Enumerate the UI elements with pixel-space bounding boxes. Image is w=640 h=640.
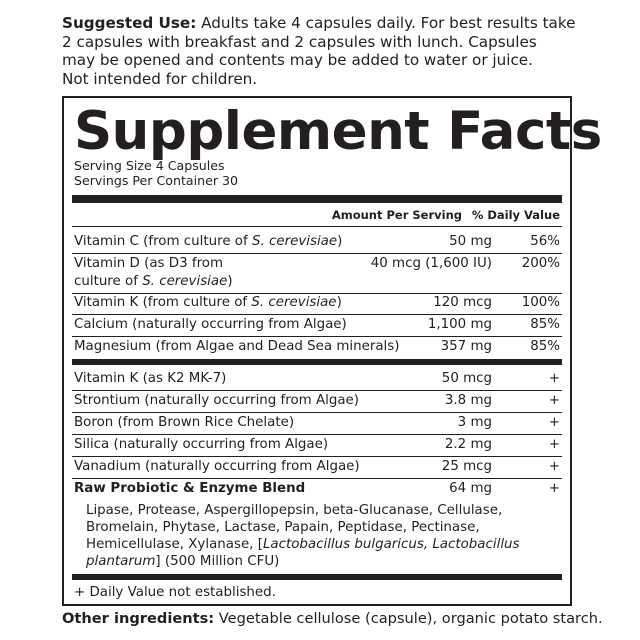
header-daily-value: % Daily Value xyxy=(471,208,560,222)
other-ingredients-label: Other ingredients: xyxy=(62,610,215,627)
daily-value: + xyxy=(548,481,560,496)
amount: 25 mcg xyxy=(441,459,492,474)
suggested-use xyxy=(62,14,582,88)
thick-divider-middle xyxy=(72,359,562,365)
suggested-use-line-3: may be opened and contents may be added to water or juice. xyxy=(62,51,533,69)
daily-value: 200% xyxy=(521,256,560,271)
suggested-use-label: Suggested Use: xyxy=(62,14,197,32)
daily-value: 100% xyxy=(521,295,560,310)
daily-value: 85% xyxy=(530,339,560,354)
amount: 40 mcg (1,600 IU) xyxy=(370,256,492,271)
other-ingredients xyxy=(62,610,603,628)
servings-per-container: Servings Per Container 30 xyxy=(74,173,239,188)
amount: 3 mg xyxy=(457,415,492,430)
other-ingredients-text: Vegetable cellulose (capsule), organic potato starch. xyxy=(214,610,603,627)
amount: 1,100 mg xyxy=(427,317,492,332)
daily-value: + xyxy=(548,393,560,408)
row-divider xyxy=(72,456,562,457)
daily-value: 56% xyxy=(530,234,560,249)
facts-title: Supplement Facts xyxy=(74,101,602,162)
amount: 3.8 mg xyxy=(444,393,492,408)
amount: 50 mg xyxy=(449,234,492,249)
amount: 120 mcg xyxy=(433,295,492,310)
row-divider xyxy=(72,412,562,413)
amount: 64 mg xyxy=(449,481,492,496)
row-divider xyxy=(72,314,562,315)
header-amount: Amount Per Serving xyxy=(331,208,462,222)
row-divider xyxy=(72,336,562,337)
serving-size: Serving Size 4 Capsules xyxy=(74,158,225,173)
daily-value: + xyxy=(548,459,560,474)
supplement-facts-panel: Supplement Facts Serving Size 4 Capsules Servings Per Container 30 Amount Per Serving % Daily Value Vitamin C (from culture of S. cerevisiae) 50 mg 56% Vitamin D (as D3 from 40 mcg (1,600 IU) 200% culture of S. cerevisiae) Vitamin K (from culture of S. cerevisiae) 120 mcg 100% Calcium (naturally occurring from Algae) 1,100 mg 85% Magnesium (from Algae and Dead Sea minerals) 357 mg 85% Vitamin K (as K2 MK-7) 50 mcg + Strontium (naturally occurring from Algae) 3.8 mg + Boron (from Brown Rice Chelate) 3 mg + Silica (naturally occurring from Algae) 2.2 mg + Vanadium (naturally occurring from Algae) 25 mcg + Raw Probiotic & Enzyme Blend 64 mg + Lipase, Protease, Aspergillopepsin, beta-Glucanase, Cellulase, Bromelain, Phytase, Lactase, Papain, Peptidase, Pectinase, Hemicellulase, Xylanase, [Lactobacillus bulgaricus, Lactobacillus plantarum] (500 Million CFU) + Daily Value not established. xyxy=(62,96,572,606)
amount: 2.2 mg xyxy=(444,437,492,452)
thick-divider-top xyxy=(72,195,562,203)
row-divider xyxy=(72,434,562,435)
suggested-use-text-1: Adults take 4 capsules daily. For best results take xyxy=(196,14,576,32)
daily-value: 85% xyxy=(530,317,560,332)
amount: 50 mcg xyxy=(441,371,492,386)
row-divider xyxy=(72,478,562,479)
thick-divider-bottom xyxy=(72,574,562,580)
row-divider xyxy=(72,253,562,254)
suggested-use-line-4: Not intended for children. xyxy=(62,69,258,88)
amount: 357 mg xyxy=(440,339,492,354)
daily-value: + xyxy=(548,415,560,430)
daily-value: + xyxy=(548,437,560,452)
daily-value-footnote: + Daily Value not established. xyxy=(74,585,276,600)
suggested-use-line-2: 2 capsules with breakfast and 2 capsules with lunch. Capsules xyxy=(62,32,537,51)
daily-value: + xyxy=(548,371,560,386)
header-divider xyxy=(72,226,562,227)
blend-ingredients: Lipase, Protease, Aspergillopepsin, beta-Glucanase, Cellulase, Bromelain, Phytase, Lactase, Papain, Peptidase, Pectinase, Hemicellulase, Xylanase, [Lactobacillus bulgaricus, Lactobacillus plantarum] (500 Million CFU) xyxy=(86,503,520,569)
row-divider xyxy=(72,390,562,391)
